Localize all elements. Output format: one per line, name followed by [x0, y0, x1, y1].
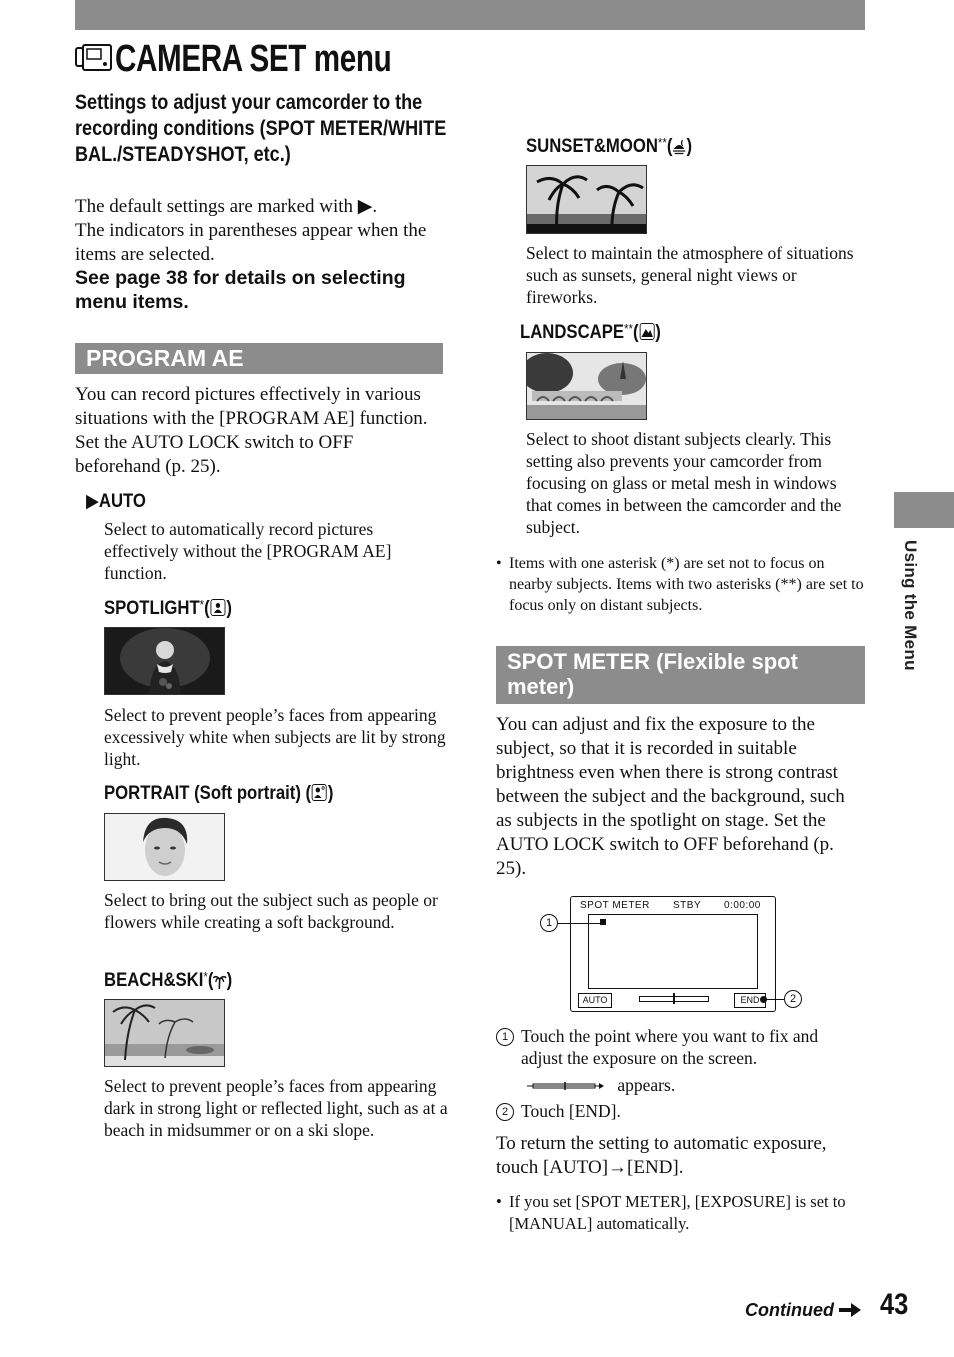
- callout-1-line: [558, 923, 602, 924]
- item-sunsetmoon-text: Select to maintain the atmosphere of situations such as sunsets, general night views or fireworks.: [526, 243, 854, 307]
- item-spotlight-text: Select to prevent people’s faces from appearing excessively white when subjects are lit by strong light.: [104, 705, 446, 769]
- item-sunsetmoon-title: SUNSET&MOON**( ): [526, 135, 693, 157]
- program-ae-description: You can record pictures effectively in various situations with the [PROGRAM AE] function. Set the AUTO LOCK switch to OFF beforehand (p. 25).: [75, 384, 428, 477]
- portrait-icon: [312, 784, 327, 801]
- step-1: 1 Touch the point where you want to fix and adjust the exposure on the screen.: [496, 1025, 861, 1069]
- item-portrait-text: Select to bring out the subject such as people or flowers while creating a soft background.: [104, 890, 438, 932]
- spot-meter-description: You can adjust and fix the exposure to the subject, so that it is recorded in suitable brightness even when there is strong contrast between the subject and the background, such as subjects in the spotlight on stage. Set the AUTO LOCK switch to OFF beforehand (p. 25).: [496, 714, 845, 879]
- see-page-note: See page 38 for details on selecting menu items.: [75, 267, 406, 313]
- intro-text: The default settings are marked with ▶. The indicators in parentheses appear when the items are selected.: [75, 196, 427, 265]
- callout-2-dot: [760, 996, 767, 1003]
- item-spotlight-title: SPOTLIGHT*( ): [104, 597, 232, 619]
- item-beachski-title: BEACH&SKI*( ): [104, 969, 233, 991]
- item-portrait-title: PORTRAIT (Soft portrait) ( ): [104, 783, 334, 804]
- bullet: •: [496, 1192, 502, 1211]
- lcd-image-area[interactable]: [588, 914, 758, 989]
- spotlight-icon: [211, 599, 226, 616]
- default-marker-icon: ▶: [86, 491, 99, 512]
- asterisk-note: • Items with one asterisk (*) are set not to focus on nearby subjects. Items with two asterisks (**) are set to focus only on distant subjects.: [496, 555, 864, 614]
- exposure-bar-icon: [527, 1082, 605, 1090]
- palm-tree-icon: [213, 973, 226, 989]
- lcd-auto-button[interactable]: AUTO: [578, 993, 612, 1008]
- bullet: •: [496, 555, 502, 572]
- sunset-photo: [526, 165, 647, 234]
- exposure-bar-center: [673, 993, 675, 1004]
- page-number: 43: [880, 1288, 909, 1321]
- side-tab: [894, 492, 954, 528]
- appears-line: appears.: [527, 1074, 857, 1096]
- lcd-spot-meter-label: SPOT METER: [580, 900, 650, 911]
- lcd-timecode: 0:00:00: [724, 900, 761, 911]
- lcd-screen-diagram: [536, 894, 808, 1018]
- step-2: 2 Touch [END].: [496, 1100, 861, 1122]
- program-ae-heading: PROGRAM AE: [75, 343, 443, 374]
- return-instruction: To return the setting to automatic exposure, touch [AUTO]→[END].: [496, 1133, 827, 1178]
- page-title: CAMERA SET menu: [115, 38, 392, 80]
- page-subtitle: Settings to adjust your camcorder to the recording conditions (SPOT METER/WHITE BAL./STEADYSHOT, etc.): [75, 91, 447, 166]
- lcd-status: STBY: [673, 900, 702, 911]
- landscape-photo: [526, 352, 647, 420]
- spotlight-photo: [104, 627, 225, 695]
- side-tab-label: Using the Menu: [901, 540, 920, 671]
- sunset-moon-icon: [672, 139, 686, 155]
- arrow-right-icon: [839, 1301, 861, 1315]
- spot-marker-icon: [600, 919, 606, 925]
- beach-photo: [104, 999, 225, 1067]
- item-auto-title: ▶AUTO: [86, 491, 146, 512]
- spot-meter-heading: SPOT METER (Flexible spot meter): [496, 646, 865, 704]
- lcd-end-button[interactable]: END: [734, 993, 766, 1008]
- callout-2: 2: [784, 990, 802, 1008]
- portrait-photo: [104, 813, 225, 881]
- item-auto-text: Select to automatically record pictures effectively without the [PROGRAM AE] function.: [104, 519, 392, 583]
- item-landscape-text: Select to shoot distant subjects clearly. This setting also prevents your camcorder from focusing on glass or metal mesh in windows that comes in between the camcorder and the subject.: [526, 429, 842, 537]
- item-beachski-text: Select to prevent people’s faces from appearing dark in strong light or reflected light, such as at a beach in midsummer or on a ski slope.: [104, 1076, 448, 1140]
- header-bar: [75, 0, 865, 30]
- continued-label: Continued: [745, 1300, 861, 1321]
- callout-1: 1: [540, 914, 558, 932]
- camcorder-icon: [75, 40, 113, 74]
- item-landscape-title: LANDSCAPE**( ): [520, 321, 661, 343]
- spot-meter-note: • If you set [SPOT METER], [EXPOSURE] is set to [MANUAL] automatically.: [496, 1192, 846, 1233]
- landscape-icon: [639, 323, 654, 340]
